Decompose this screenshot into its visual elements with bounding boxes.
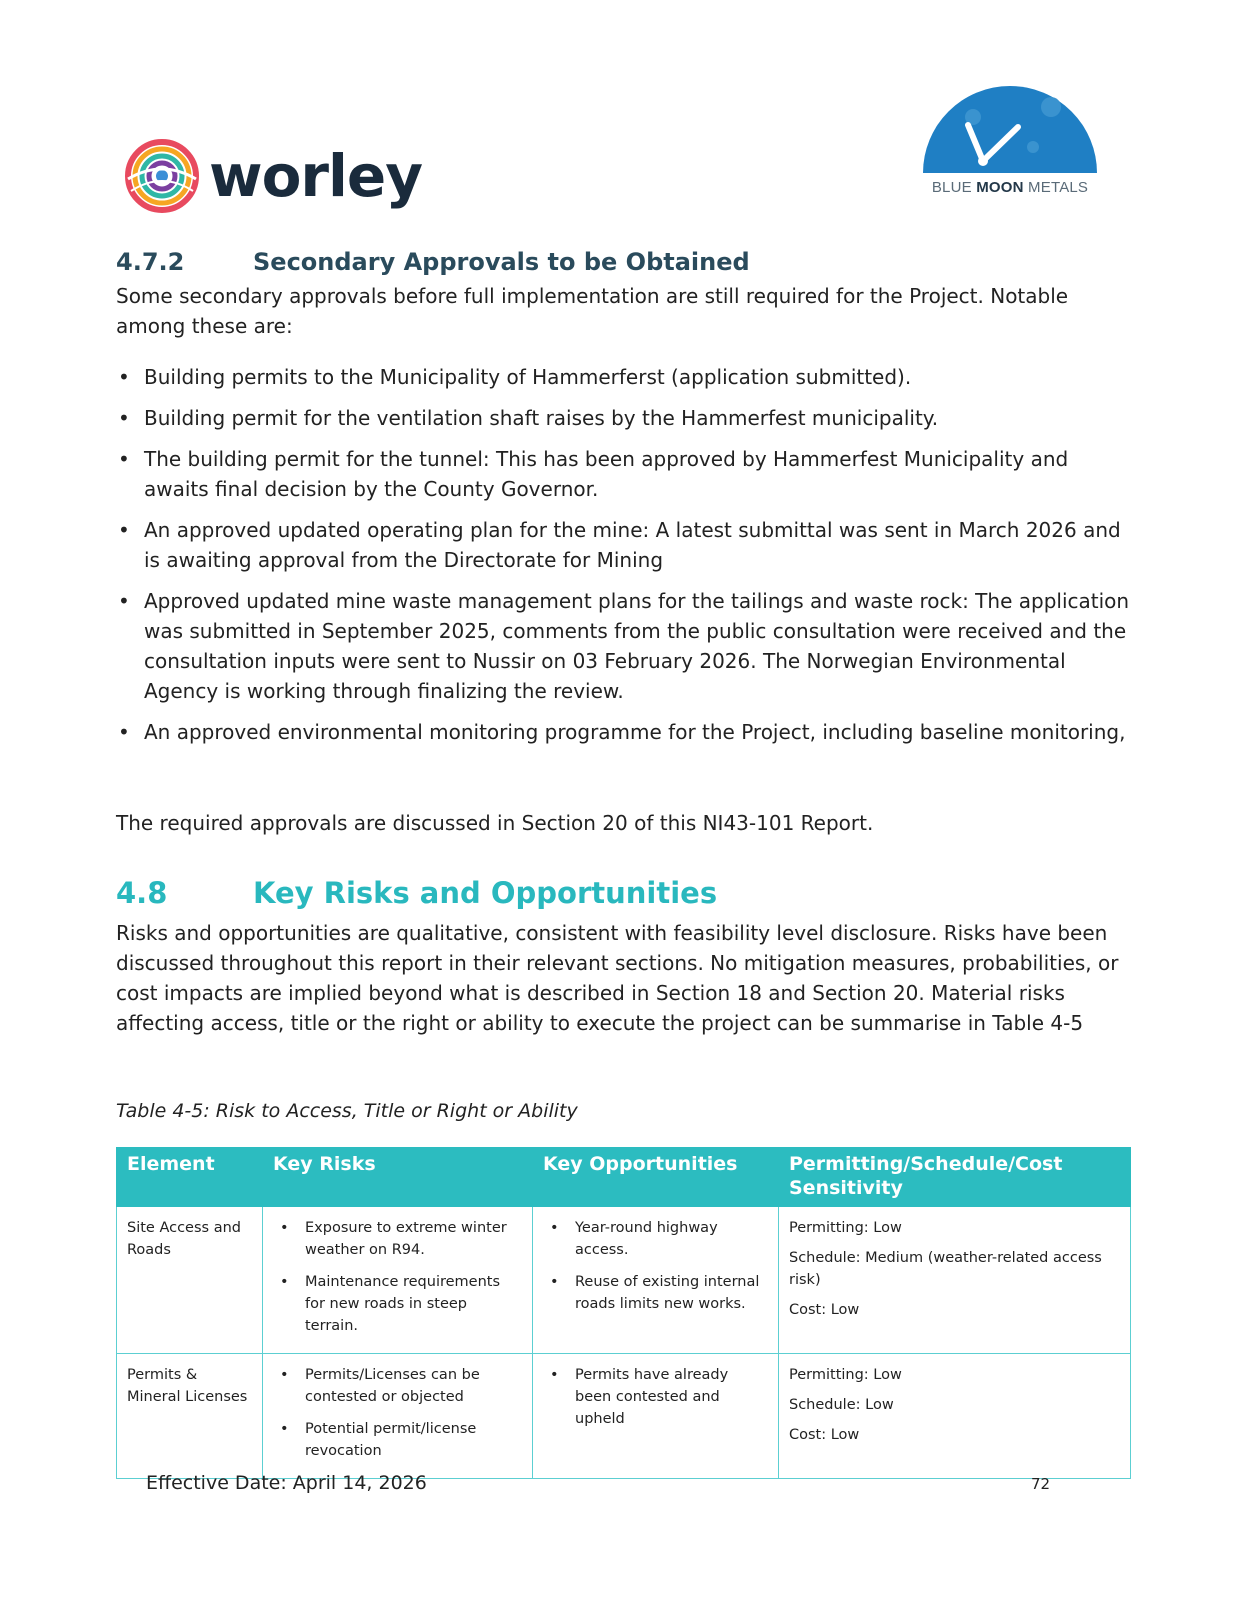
list-item: • Potential permit/license revocation: [273, 1418, 522, 1462]
approvals-closing-text: The required approvals are discussed in Section 20 of this NI43-101 Report.: [116, 811, 874, 835]
column-header: Key Opportunities: [533, 1148, 779, 1207]
key-risks-cell: [263, 1207, 533, 1354]
key-risks-cell: [263, 1354, 533, 1479]
secondary-approvals-list: [116, 362, 1136, 758]
list-item: • Reuse of existing internal roads limits new works.: [543, 1271, 768, 1315]
list-item: • Permits have already been contested and upheld: [543, 1364, 768, 1430]
sensitivity-line: Schedule: Medium (weather-related access risk): [789, 1250, 1102, 1288]
worley-wordmark: worley: [209, 141, 423, 210]
list-item: • Permits/Licenses can be contested or objected: [273, 1364, 522, 1408]
section-number: 4.8: [116, 876, 168, 910]
list-item: • Year-round highway access.: [543, 1217, 768, 1261]
list-item: • Exposure to extreme winter weather on R94.: [273, 1217, 522, 1261]
section-title: Secondary Approvals to be Obtained: [253, 248, 750, 276]
section-heading-4-7-2: [116, 248, 1116, 276]
list-item: • An approved updated operating plan for the mine: A latest submittal was sent in March 2026 and is awaiting approval from the Directorate for Mining: [116, 515, 1136, 575]
blue-moon-metals-logo: [913, 77, 1107, 201]
column-header: Element: [117, 1148, 263, 1207]
list-item: • Building permits to the Municipality of Hammerferst (application submitted).: [116, 362, 1136, 392]
list-item: • Building permit for the ventilation shaft raises by the Hammerfest municipality.: [116, 403, 1136, 433]
worley-logo: [125, 138, 422, 213]
sensitivity-line: Schedule: Low: [789, 1397, 894, 1413]
secondary-approvals-intro: Some secondary approvals before full implementation are still required for the Project. Notable among these are:: [116, 284, 1069, 338]
table-header-row: [117, 1148, 1131, 1207]
list-item: • The building permit for the tunnel: This has been approved by Hammerfest Municipality and awaits final decision by the County Governor.: [116, 444, 1136, 504]
moon-clock-icon: [913, 77, 1107, 177]
risks-body-text: Risks and opportunities are qualitative, consistent with feasibility level disclosure. Risks have been discussed throughout this report in their relevant sections. No mitigation measures, probabilities, or cost impacts are implied beyond what is described in Section 18 and Section 20. Material risks affecting access, title or the right or ability to execute the project can be summarise in Table 4-5: [116, 921, 1119, 1035]
blue-moon-metals-caption: BLUE MOON METALS: [931, 179, 1089, 196]
element-cell: Permits & Mineral Licenses: [117, 1354, 263, 1479]
footer-page-number: 72: [1031, 1475, 1051, 1493]
key-opportunities-cell: [533, 1354, 779, 1479]
sensitivity-line: Cost: Low: [789, 1427, 860, 1443]
risk-table: [116, 1147, 1131, 1479]
table-row: [117, 1207, 1131, 1354]
list-item: • An approved environmental monitoring programme for the Project, including baseline monitoring,: [116, 717, 1136, 747]
sensitivity-cell: [779, 1207, 1131, 1354]
sensitivity-line: Permitting: Low: [789, 1220, 902, 1236]
section-heading-4-8: [116, 876, 1116, 910]
table-caption: Table 4-5: Risk to Access, Title or Right or Ability: [116, 1100, 578, 1122]
sensitivity-cell: [779, 1354, 1131, 1479]
column-header: Permitting/Schedule/Cost Sensitivity: [779, 1148, 1131, 1207]
sensitivity-line: Permitting: Low: [789, 1367, 902, 1383]
footer-effective-date: Effective Date: April 14, 2026: [146, 1472, 427, 1494]
list-item: • Maintenance requirements for new roads in steep terrain.: [273, 1271, 522, 1337]
sensitivity-line: Cost: Low: [789, 1302, 860, 1318]
worley-swirl-icon: [125, 139, 199, 213]
key-opportunities-cell: [533, 1207, 779, 1354]
column-header: Key Risks: [263, 1148, 533, 1207]
table-row: [117, 1354, 1131, 1479]
section-title: Key Risks and Opportunities: [253, 876, 718, 910]
element-cell: Site Access and Roads: [117, 1207, 263, 1354]
list-item: • Approved updated mine waste management plans for the tailings and waste rock: The application was submitted in September 2025, comments from the public consultation were received and the consultation inputs were sent to Nussir on 03 February 2026. The Norwegian Environmental Agency is working through finalizing the review.: [116, 586, 1136, 706]
section-number: 4.7.2: [116, 248, 185, 276]
